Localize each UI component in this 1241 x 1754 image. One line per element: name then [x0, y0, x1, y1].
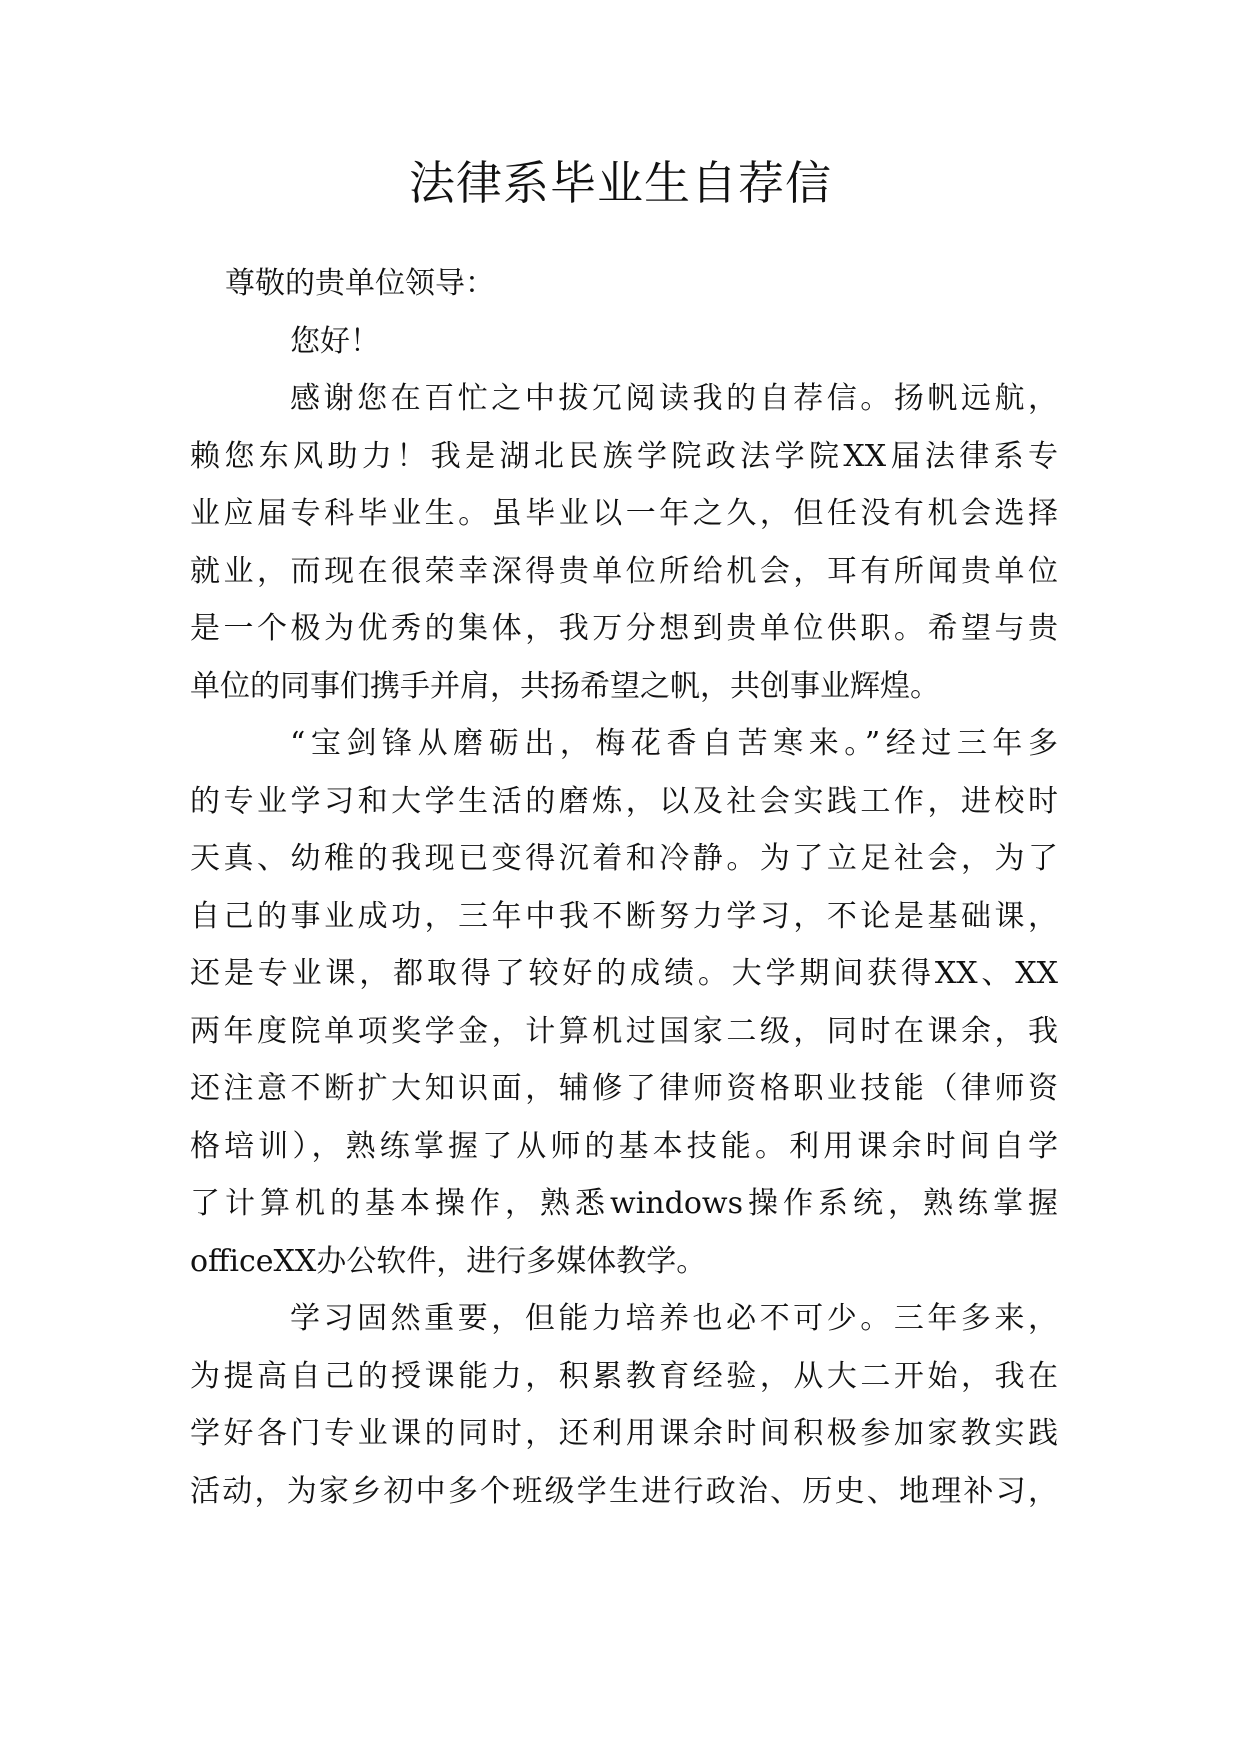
- paragraph-line: 天真、幼稚的我现已变得沉着和冷静。为了立足社会，为了: [190, 841, 1058, 876]
- paragraph-line: “宝剑锋从磨砺出，梅花香自苦寒来。”经过三年多: [290, 726, 1058, 761]
- paragraph-line: 学习固然重要，但能力培养也必不可少。三年多来，: [290, 1301, 1058, 1336]
- paragraph-line: 是一个极为优秀的集体，我万分想到贵单位供职。希望与贵: [190, 611, 1058, 646]
- salutation: 尊敬的贵单位领导：: [225, 266, 495, 301]
- paragraph-line: 赖您东风助力！我是湖北民族学院政法学院XX届法律系专: [190, 438, 1058, 474]
- paragraph-1: [190, 370, 1058, 715]
- paragraph-line: 学好各门专业课的同时，还利用课余时间积极参加家教实践: [190, 1416, 1058, 1451]
- document-title: 法律系毕业生自荐信: [409, 156, 832, 210]
- paragraph-line: 还是专业课，都取得了较好的成绩。大学期间获得XX、XX: [190, 956, 1058, 991]
- paragraph-3: [190, 1290, 1058, 1520]
- paragraph-line: 单位的同事们携手并肩，共扬希望之帆，共创事业辉煌。: [190, 668, 940, 704]
- paragraph-line: 为提高自己的授课能力，积累教育经验，从大二开始，我在: [190, 1358, 1058, 1394]
- letter-body: [190, 255, 1058, 1520]
- paragraph-line: 两年度院单项奖学金，计算机过国家二级，同时在课余，我: [190, 1013, 1058, 1049]
- paragraph-line: 活动，为家乡初中多个班级学生进行政治、历史、地理补习，: [190, 1473, 1058, 1509]
- paragraph-line: 的专业学习和大学生活的磨炼，以及社会实践工作，进校时: [190, 783, 1058, 819]
- paragraph-line: 格培训），熟练掌握了从师的基本技能。利用课余时间自学: [190, 1128, 1058, 1164]
- greeting: 您好！: [290, 323, 380, 359]
- paragraph-line: 感谢您在百忙之中拔冗阅读我的自荐信。扬帆远航，: [290, 381, 1058, 416]
- paragraph-line: officeXX办公软件，进行多媒体教学。: [190, 1243, 707, 1279]
- paragraph-line: 业应届专科毕业生。虽毕业以一年之久，但任没有机会选择: [190, 496, 1058, 531]
- paragraph-line: 自己的事业成功，三年中我不断努力学习，不论是基础课，: [190, 898, 1058, 934]
- paragraph-line: 还注意不断扩大知识面，辅修了律师资格职业技能（律师资: [190, 1071, 1058, 1106]
- paragraph-line: 就业，而现在很荣幸深得贵单位所给机会，耳有所闻贵单位: [190, 553, 1058, 589]
- paragraph-2: [190, 715, 1058, 1290]
- paragraph-line: 了计算机的基本操作，熟悉windows操作系统，熟练掌握: [190, 1186, 1058, 1221]
